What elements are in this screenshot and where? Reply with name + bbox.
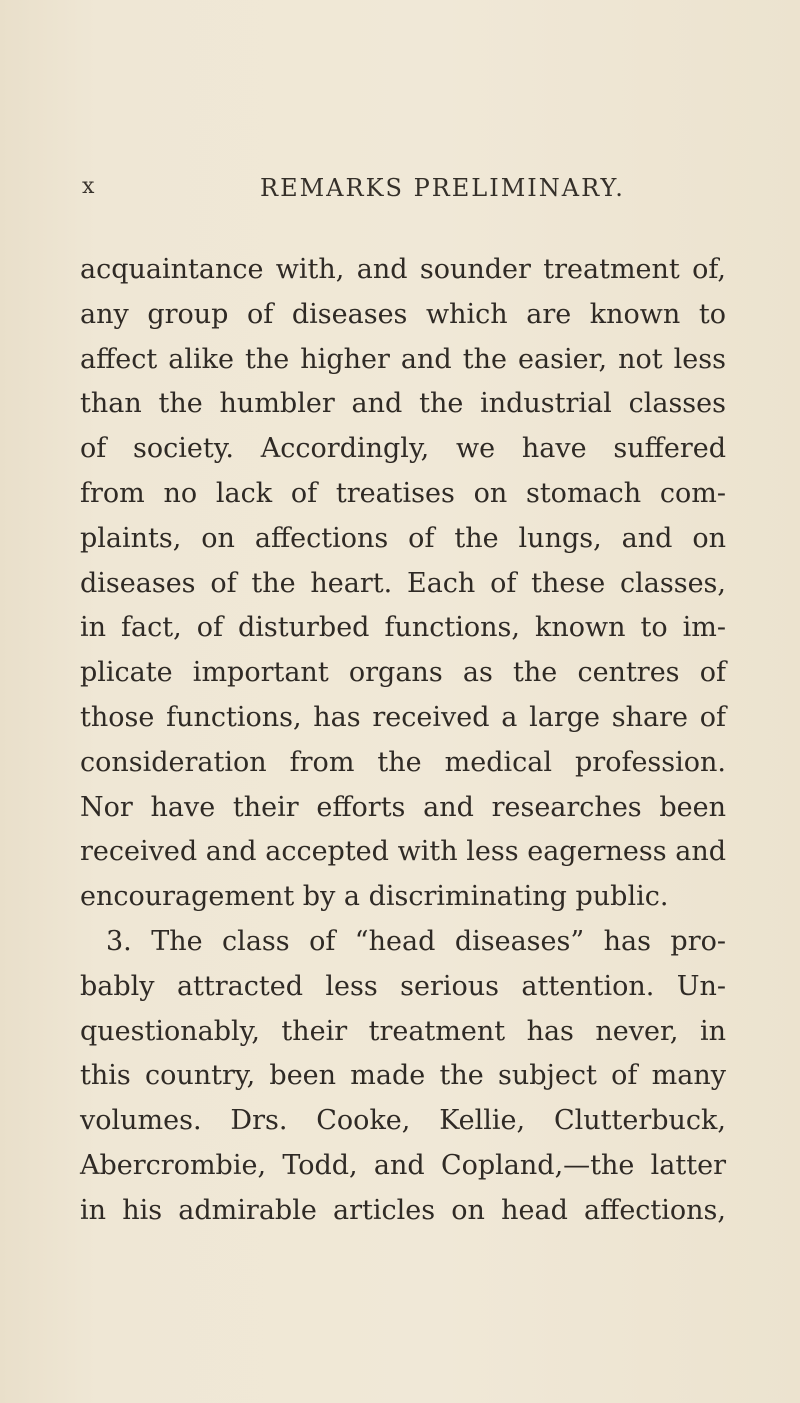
text-line: volumes. Drs. Cooke, Kellie, Clutterbuck, (80, 1105, 726, 1137)
text-line: plaints, on affections of the lungs, and on (80, 522, 726, 554)
text-line: encouragement by a discriminating public. (80, 881, 669, 913)
text-line: affect alike the higher and the easier, not less (80, 343, 726, 375)
text-line: than the humbler and the industrial classes (80, 388, 726, 420)
text-line: from no lack of treatises on stomach com- (80, 477, 726, 509)
text-line: in his admirable articles on head affections, (80, 1194, 726, 1226)
text-line: of society. Accordingly, we have suffered (80, 433, 726, 465)
text-line: Nor have their efforts and researches been (80, 791, 726, 823)
text-line: questionably, their treatment has never, in (80, 1015, 726, 1047)
text-line: diseases of the heart. Each of these classes, (80, 567, 726, 599)
running-head (0, 174, 800, 214)
text-line: those functions, has received a large share of (80, 701, 726, 733)
text-line: plicate important organs as the centres of (80, 657, 726, 689)
text-line: acquaintance with, and sounder treatment of, (80, 254, 726, 285)
text-line: received and accepted with less eagerness and (80, 836, 726, 868)
text-line: any group of diseases which are known to (80, 298, 726, 330)
body-text (80, 248, 726, 1234)
text-line: in fact, of disturbed functions, known to im- (80, 612, 726, 644)
text-line: Abercrombie, Todd, and Copland,—the latter (80, 1149, 726, 1181)
text-line: consideration from the medical profession. (80, 746, 726, 778)
header-title: REMARKS PRELIMINARY. (260, 174, 625, 202)
text-line: 3. The class of “head diseases” has pro- (106, 925, 726, 957)
text-line: bably attracted less serious attention. Un- (80, 970, 726, 1002)
page-number: x (82, 174, 96, 199)
text-line: this country, been made the subject of many (80, 1060, 726, 1092)
